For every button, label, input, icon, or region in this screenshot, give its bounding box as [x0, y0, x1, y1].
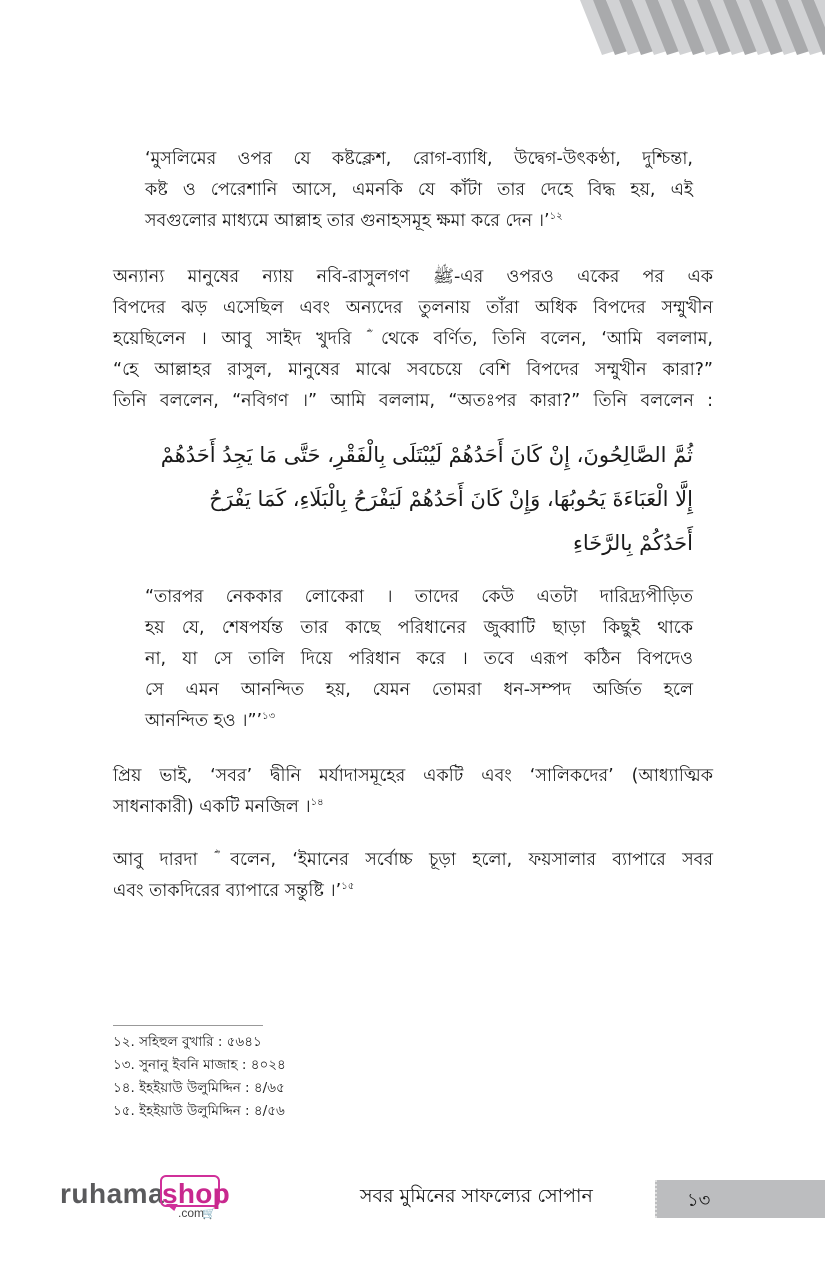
para2-line: বিপদের ঝড় এসেছিল এবং অন্যদের তুলনায় তাঁরা অধিক বিপদের সম্মুখীন	[113, 298, 713, 318]
footnotes-list	[113, 1031, 286, 1123]
para4-line: আবু দারদা ؓ বলেন, ‘ইমানের সর্বোচ্চ চূড়া হলো, ফয়সালার ব্যাপারে সবর	[113, 850, 713, 870]
ruhamashop-logo[interactable]	[60, 1175, 230, 1225]
translation-line-text: আনন্দিত হও ।”’	[145, 711, 263, 731]
quote-block-1	[145, 144, 693, 237]
page-number-box	[655, 1180, 825, 1218]
quote1-line: কষ্ট ও পেরেশানি আসে, এমনকি যে কাঁটা তার দেহে বিদ্ধ হয়, এই	[145, 180, 693, 200]
footnote-15: ১৫. ইহইয়াউ উলুমিদ্দিন : ৪/৫৬	[113, 1103, 285, 1119]
para3-line-last	[113, 792, 713, 823]
translation-line: সে এমন আনন্দিত হয়, যেমন তোমরা ধন-সম্পদ অর্জিত হলে	[145, 680, 693, 700]
quote1-line-last	[145, 206, 693, 237]
header-stripes-decoration	[560, 0, 825, 60]
para3-line-text: সাধনাকারী) একটি মনজিল ।	[113, 797, 311, 817]
cart-icon: 🛒	[202, 1207, 216, 1220]
footnote-12: ১২. সহিহুল বুখারি : ৫৬৪১	[113, 1034, 262, 1050]
logo-text-shop: shop	[162, 1178, 231, 1209]
running-footer-book-title: সবর মুমিনের সাফল্যের সোপান	[360, 1185, 593, 1207]
translation-line: হয় যে, শেষপর্যন্ত তার কাছে পরিধানের জুব্বাটি ছাড়া কিছুই থাকে	[145, 618, 693, 638]
footnote-13: ১৩. সুনানু ইবনি মাজাহ : ৪০২৪	[113, 1057, 286, 1073]
para2-line: হয়েছিলেন । আবু সাইদ খুদরি ؓ থেকে বর্ণিত, তিনি বলেন, ‘আমি বললাম,	[113, 329, 713, 349]
footnote-ref-12[interactable]: ১২	[549, 211, 563, 223]
para2-line: “হে আল্লাহর রাসুল, মানুষের মাঝে সবচেয়ে বেশি বিপদের সম্মুখীন কারা?”	[113, 360, 713, 380]
translation-line: না, যা সে তালি দিয়ে পরিধান করে । তবে এরূপ কঠিন বিপদেও	[145, 649, 693, 669]
para3-line: প্রিয় ভাই, ‘সবর’ দ্বীনি মর্যাদাসমূহের একটি এবং ‘সালিকদের’ (আধ্যাত্মিক	[113, 766, 713, 786]
para2-line: অন্যান্য মানুষের ন্যায় নবি-রাসুলগণ ﷺ-এর ওপরও একের পর এক	[113, 267, 713, 287]
arabic-line: أَحَدُكُمْ بِالرَّخَاءِ	[573, 531, 693, 555]
footnote-ref-15[interactable]: ১৫	[341, 881, 355, 893]
footnote-ref-13[interactable]: ১৩	[262, 711, 276, 723]
translation-line-last	[145, 706, 693, 737]
quote1-line: ‘মুসলিমের ওপর যে কষ্টক্লেশ, রোগ-ব্যাধি, উদ্বেগ-উৎকণ্ঠা, দুশ্চিন্তা,	[145, 149, 693, 169]
page-number: ১৩	[687, 1190, 711, 1211]
arabic-line: ثُمَّ الصَّالِحُونَ، إِنْ كَانَ أَحَدُهُمْ لَيُبْتَلَى بِالْفَقْرِ، حَتَّى مَا يَجِدُ أَحَدُهُمْ	[160, 443, 693, 467]
footnote-ref-14[interactable]: ১৪	[310, 797, 324, 809]
hadith-translation	[145, 582, 693, 737]
paragraph-prophets-trials	[113, 262, 713, 417]
logo-text-com: .com	[178, 1206, 205, 1220]
quote1-line-text: সবগুলোর মাধ্যমে আল্লাহ তার গুনাহসমূহ ক্ষমা করে দেন ।’	[145, 211, 550, 231]
footnote-divider	[113, 1025, 263, 1026]
para4-line-last	[113, 876, 713, 907]
translation-line: “তারপর নেককার লোকেরা । তাদের কেউ এতটা দারিদ্র্যপীড়িত	[145, 587, 693, 607]
paragraph-sabr-rank	[113, 761, 713, 823]
paragraph-abu-darda	[113, 845, 713, 907]
footnote-14: ১৪. ইহইয়াউ উলুমিদ্দিন : ৪/৬৫	[113, 1080, 285, 1096]
arabic-hadith-text	[145, 433, 693, 565]
para2-line: তিনি বললেন, “নবিগণ ।” আমি বললাম, “অতঃপর কারা?” তিনি বললেন :	[113, 391, 713, 411]
arabic-line: إِلَّا الْعَبَاءَةَ يَحُوبُهَا، وَإِنْ كَانَ أَحَدُهُمْ لَيَفْرَحُ بِالْبَلَاءِ، كَمَا يَفْرَحُ	[209, 487, 693, 511]
para4-line-text: এবং তাকদিরের ব্যাপারে সন্তুষ্টি ।’	[113, 881, 342, 901]
logo-text-ruhama: ruhama	[60, 1178, 165, 1209]
